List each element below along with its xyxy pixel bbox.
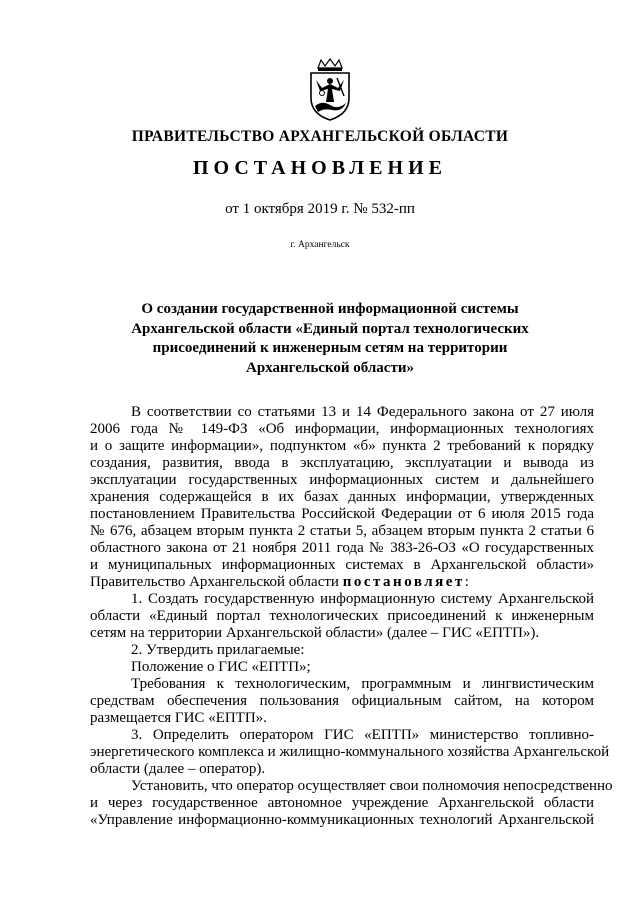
body-text: Правительство Архангельской области [90,574,343,590]
paragraph-1 [90,591,594,642]
paragraph-3 [90,727,610,778]
body-line: средствам обеспечения пользования официальным сайтом, на котором [90,693,594,709]
body-line: областного закона от 21 ноября 2011 года № 383-26-ОЗ «О государственных [90,540,594,556]
body-line: области (далее – оператор). [90,761,266,777]
body-line: 3. Определить оператором ГИС «ЕПТП» министерство топливно- [131,727,594,743]
body-line: № 676, абзацем вторым пункта 2 статьи 5, абзацем вторым пункта 2 статьи 6 [90,523,594,539]
title-line: присоединений к инженерным сетям на территории [152,340,508,356]
body-line: хранения содержащейся в их базах данных информации, утвержденных [90,489,594,505]
paragraph-3-continued [90,778,613,829]
paragraph-2: 2. Утвердить прилагаемые: [131,642,305,658]
document-title [130,300,530,378]
body-line: размещается ГИС «ЕПТП». [90,710,267,726]
arkhangelsk-coat-of-arms-icon [304,58,356,122]
body-line: эксплуатации государственных информационных систем и дальнейшего [90,472,594,488]
body-line: 1. Создать государственную информационную систему Архангельской [131,591,594,607]
body-line: и муниципальных информационных системах в Архангельской области» [90,557,594,573]
document-body [90,404,613,829]
body-text: : [464,574,469,590]
title-line: Архангельской области «Единый портал технологических [131,320,529,337]
title-line: Архангельской области» [246,359,414,376]
body-line: «Управление информационно-коммуникационных технологий Архангельской [90,812,594,828]
decree-verb: постановляет [342,574,465,590]
body-line: сетям на территории Архангельской области» (далее – ГИС «ЕПТП»). [90,625,540,641]
document-city: г. Архангельск [290,240,350,250]
government-name: ПРАВИТЕЛЬСТВО АРХАНГЕЛЬСКОЙ ОБЛАСТИ [131,128,509,145]
document-date-number: от 1 октября 2019 г. № 532-пп [225,201,415,217]
body-line: В соответствии со статьями 13 и 14 Федерального закона от 27 июля [131,404,594,420]
body-line: создания, развития, ввода в эксплуатацию, эксплуатации и вывода из [90,455,594,471]
body-line: и о защите информации», подпунктом «б» пункта 2 требований к порядку [90,438,594,454]
body-line: энергетического комплекса и жилищно-коммунального хозяйства Архангельской [90,744,610,760]
body-line: Установить, что оператор осуществляет свои полномочия непосредственно [131,778,613,794]
body-line: 2006 года № 149-ФЗ «Об информации, информационных технологиях [90,421,594,437]
body-line: и через государственное автономное учреждение Архангельской области [90,795,594,811]
paragraph-2-item-1: Положение о ГИС «ЕПТП»; [131,659,311,675]
paragraph-2-item-2 [90,676,594,727]
title-line: О создании государственной информационной системы [141,301,519,317]
body-line: области «Единый портал технологических присоединений к инженерным [90,608,594,624]
body-line: постановлением Правительства Российской Федерации от 6 июля 2015 года [90,506,594,522]
body-line [90,574,594,591]
document-type: ПОСТАНОВЛЕНИЕ [193,157,447,179]
body-line: Требования к технологическим, программным и лингвистическим [131,676,594,692]
paragraph-preamble [90,404,594,591]
